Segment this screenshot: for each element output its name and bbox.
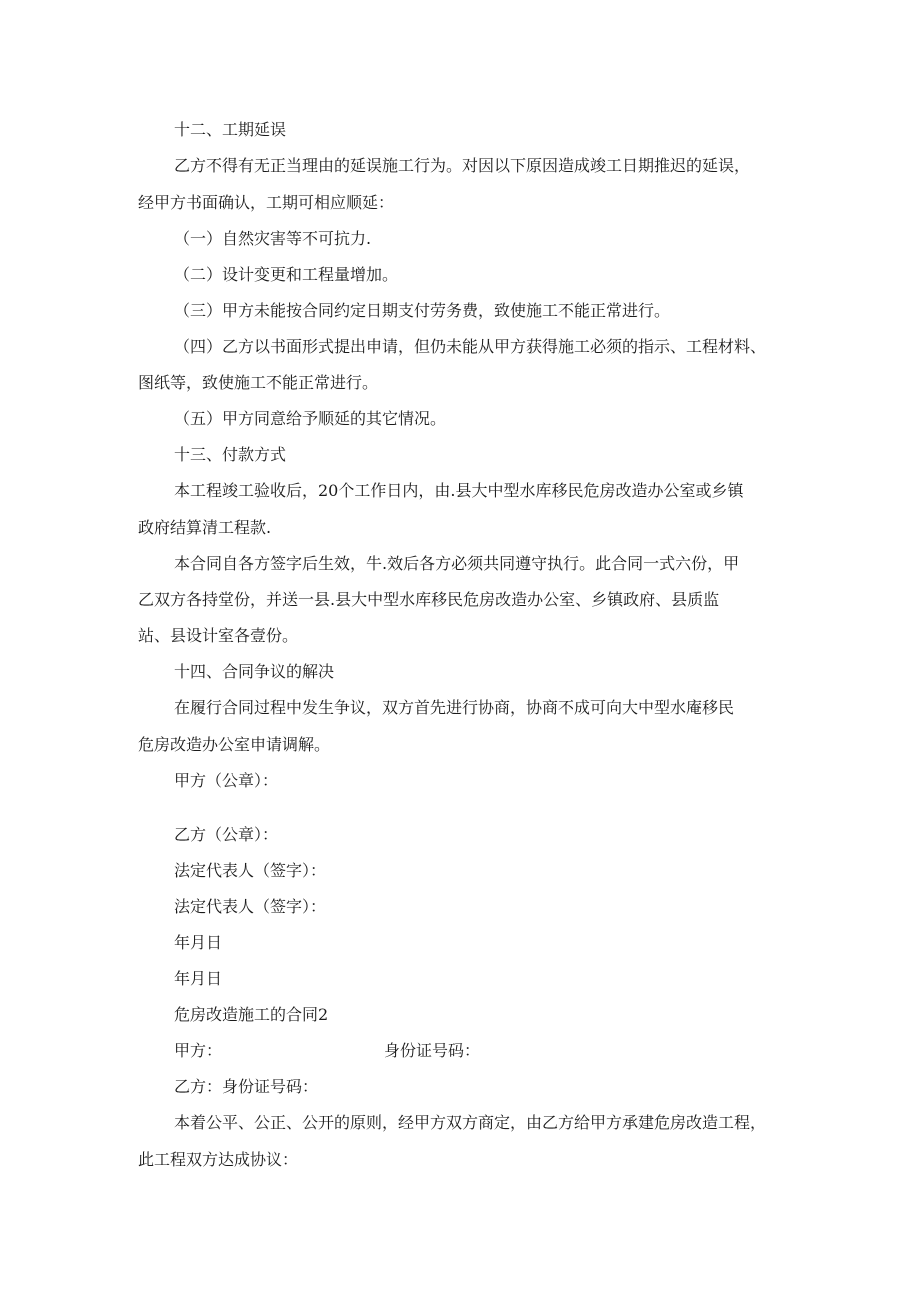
date-2: 年月日 (174, 969, 223, 988)
representative-signature-2: 法定代表人（签字）： (174, 897, 327, 916)
contract-2-intro-line2: 此工程双方达成协议： (138, 1150, 299, 1169)
list-item-4-line1: （四）乙方以书面形式提出申请，但仍未能从甲方获得施工必须的指示、工程材料、 (174, 337, 767, 356)
representative-signature-1: 法定代表人（签字）： (174, 861, 327, 880)
section-14-p1-line1: 在履行合同过程中发生争议，双方首先进行协商，协商不成可向大中型水庵移民 (174, 698, 735, 717)
party-b-id-row: 乙方：身份证号码： (174, 1077, 319, 1096)
section-14-p1-line2: 危房改造办公室申请调解。 (138, 735, 331, 754)
party-a-label: 甲方： (174, 1041, 223, 1060)
list-item-3: （三）甲方未能按合同约定日期支付劳务费，致使施工不能正常进行。 (174, 301, 671, 320)
section-12-paragraph-line1: 乙方不得有无正当理由的延误施工行为。对因以下原因造成竣工日期推迟的延误， (174, 156, 751, 175)
section-13-p2-line3: 站、县设计室各壹份。 (138, 626, 299, 645)
contract-2-intro-line1: 本着公平、公正、公开的原则，经甲方双方商定，由乙方给甲方承建危房改造工程， (174, 1113, 767, 1132)
party-b-seal: 乙方（公章）： (174, 825, 279, 844)
list-item-1: （一）自然灾害等不可抗力. (174, 229, 372, 248)
list-item-5: （五）甲方同意给予顺延的其它情况。 (174, 409, 447, 428)
list-item-2: （二）设计变更和工程量增加。 (174, 265, 399, 284)
section-13-p1-line2: 政府结算清工程款. (138, 518, 272, 537)
section-13-p2-line2: 乙双方各持堂份，并送一县.县大中型水库移民危房改造办公室、乡镇政府、县质监 (138, 590, 720, 609)
party-a-id-row (174, 1041, 494, 1061)
date-1: 年月日 (174, 933, 223, 952)
section-12-paragraph-line2: 经甲方书面确认，工期可相应顺延： (138, 193, 395, 212)
contract-2-title: 危房改造施工的合同2 (174, 1005, 329, 1024)
section-14-heading: 十四、合同争议的解决 (174, 662, 335, 681)
section-13-heading: 十三、付款方式 (174, 445, 287, 464)
party-a-id-label: 身份证号码： (384, 1041, 481, 1060)
section-12-heading: 十二、工期延误 (174, 120, 287, 139)
party-a-seal: 甲方（公章）： (174, 771, 279, 790)
section-13-p1-line1: 本工程竣工验收后，20个工作日内，由.县大中型水库移民危房改造办公室或乡镇 (174, 481, 744, 500)
list-item-4-line2: 图纸等，致使施工不能正常进行。 (138, 373, 379, 392)
section-13-p2-line1: 本合同自各方签字后生效，牛.效后各方必须共同遵守执行。此合同一式六份，甲 (174, 554, 740, 573)
